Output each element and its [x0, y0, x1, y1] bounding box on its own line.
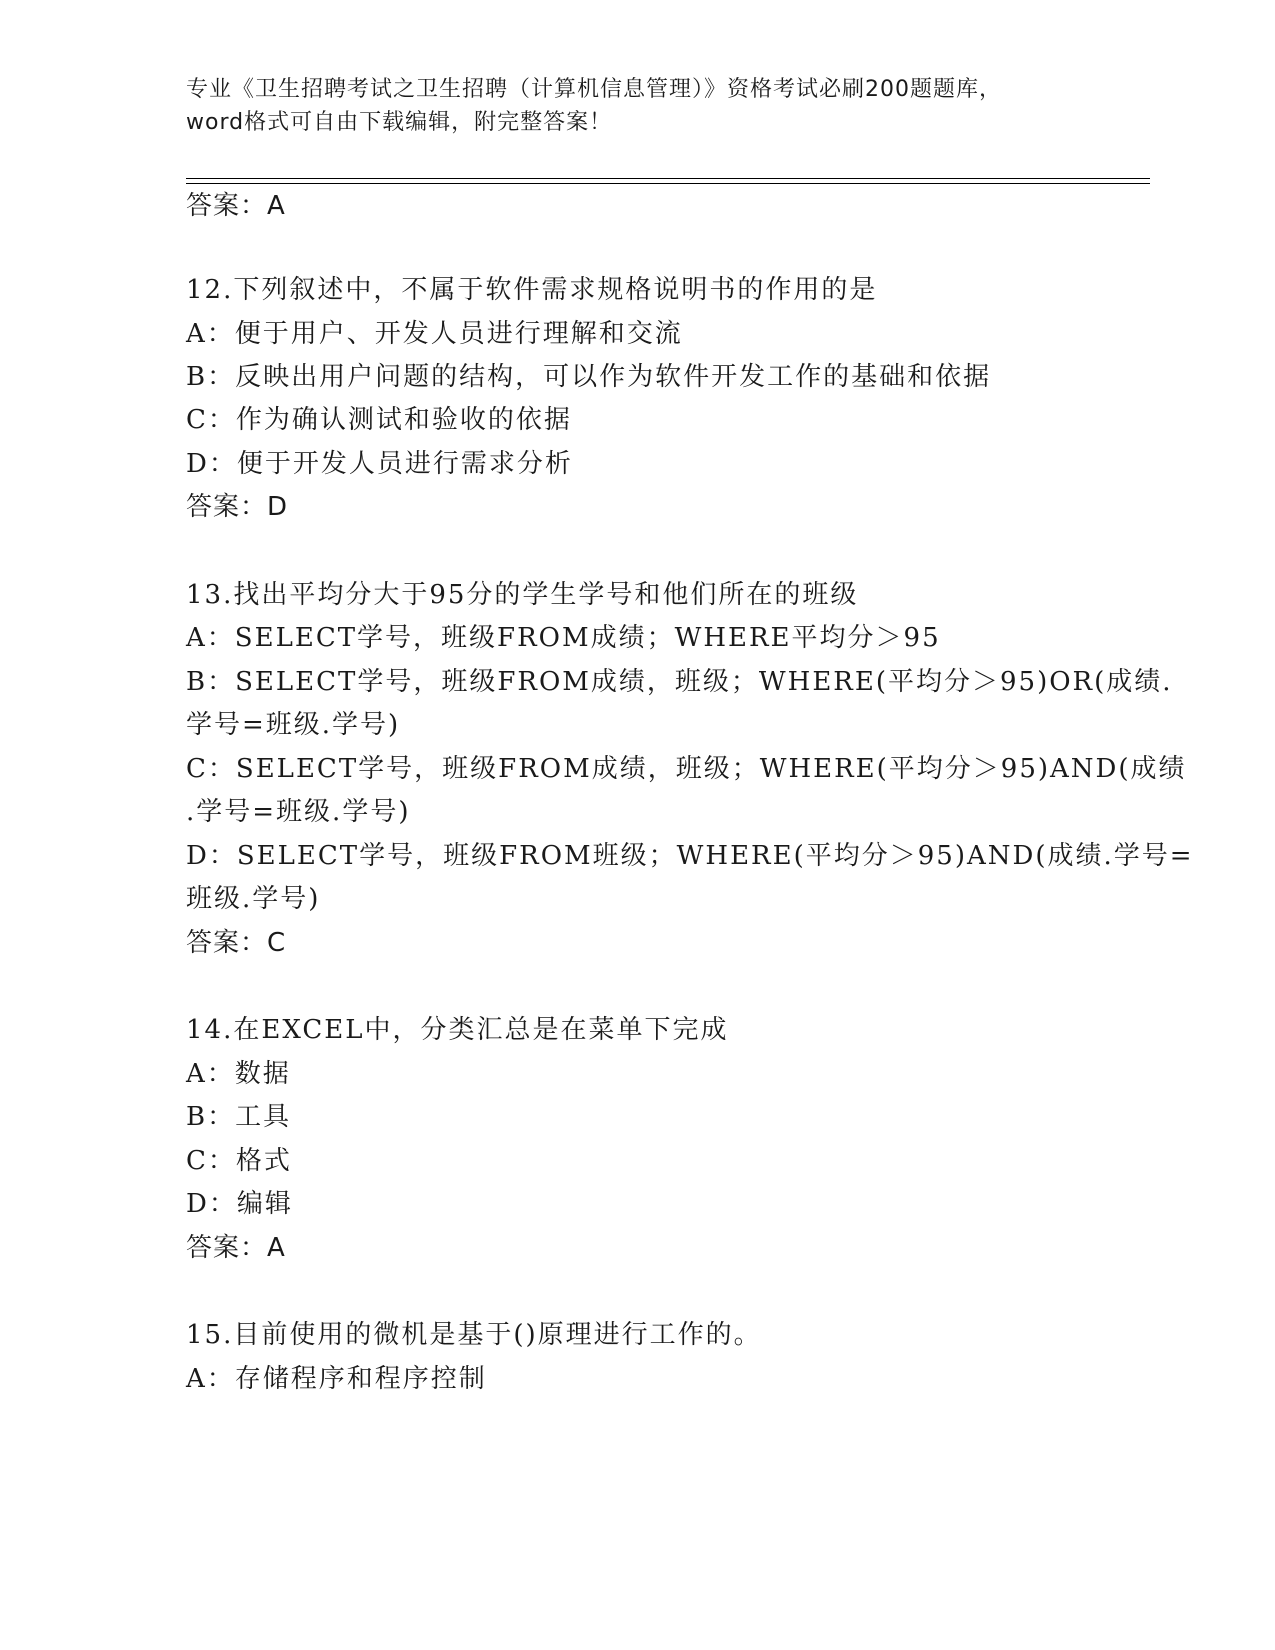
question-option: B：反映出用户问题的结构，可以作为软件开发工作的基础和依据 — [186, 362, 992, 392]
question-option: D：便于开发人员进行需求分析 — [186, 449, 573, 479]
question-title: 13.找出平均分大于95分的学生学号和他们所在的班级 — [186, 580, 859, 610]
header-line-2: word格式可自由下载编辑，附完整答案！ — [186, 110, 613, 135]
header-divider-top — [186, 178, 1150, 179]
question-option: A：存储程序和程序控制 — [186, 1364, 487, 1394]
document-header — [186, 73, 1086, 139]
question-option: C：作为确认测试和验收的依据 — [186, 405, 572, 435]
question-option: A：SELECT学号，班级FROM成绩；WHERE平均分＞95 — [186, 623, 941, 653]
answer-label: 答案：D — [186, 492, 289, 522]
question-option: D：SELECT学号，班级FROM班级；WHERE(平均分＞95)AND(成绩.学号= — [186, 841, 1194, 871]
question-option-continued: 学号=班级.学号) — [186, 710, 401, 740]
question-option: C：格式 — [186, 1146, 292, 1176]
answer-label: 答案：A — [186, 191, 286, 221]
header-divider-bottom — [186, 183, 1150, 184]
question-option-continued: .学号=班级.学号) — [186, 797, 411, 827]
question-option: A：便于用户、开发人员进行理解和交流 — [186, 319, 683, 349]
question-option: B：工具 — [186, 1102, 292, 1132]
question-option: C：SELECT学号，班级FROM成绩，班级；WHERE(平均分＞95)AND(成绩 — [186, 754, 1187, 784]
question-option: B：SELECT学号，班级FROM成绩，班级；WHERE(平均分＞95)OR(成绩. — [186, 667, 1173, 697]
answer-label: 答案：A — [186, 1233, 286, 1263]
question-title: 14.在EXCEL中，分类汇总是在菜单下完成 — [186, 1015, 729, 1045]
answer-label: 答案：C — [186, 928, 287, 958]
question-title: 12.下列叙述中，不属于软件需求规格说明书的作用的是 — [186, 275, 878, 305]
header-line-1: 专业《卫生招聘考试之卫生招聘（计算机信息管理）》资格考试必刷200题题库， — [186, 77, 1002, 102]
question-title: 15.目前使用的微机是基于()原理进行工作的。 — [186, 1320, 762, 1350]
question-option-continued: 班级.学号) — [186, 884, 321, 914]
question-option: D：编辑 — [186, 1189, 293, 1219]
question-option: A：数据 — [186, 1059, 291, 1089]
